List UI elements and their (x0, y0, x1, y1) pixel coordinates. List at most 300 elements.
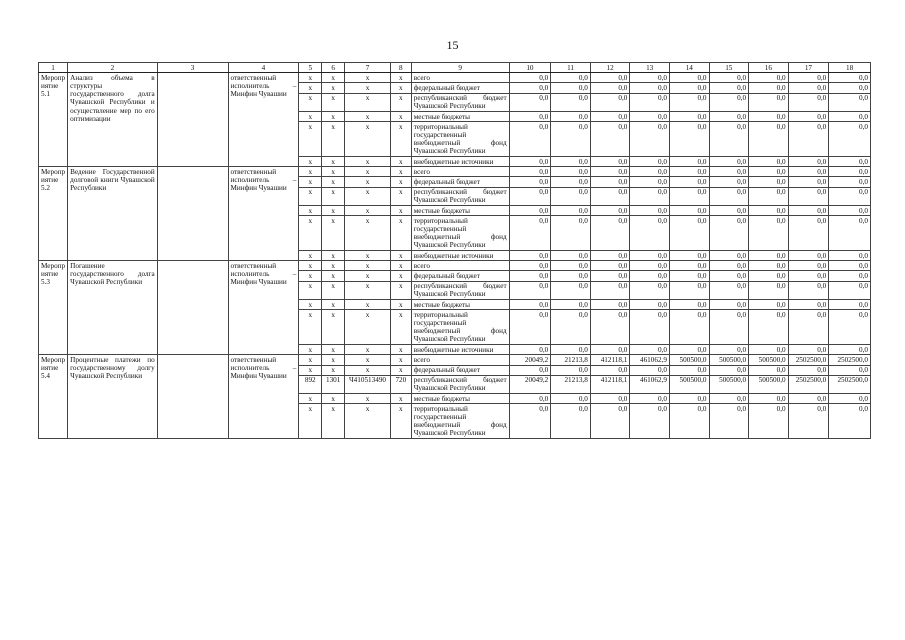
year-value: 0,0 (829, 206, 871, 216)
year-value: 0,0 (709, 281, 749, 299)
year-value: 0,0 (709, 251, 749, 261)
year-value: 0,0 (829, 310, 871, 345)
year-value: 0,0 (590, 73, 630, 83)
activity-title: Процентные платежи по государственному долгу Чувашской Республики (68, 355, 158, 439)
column-number-cell: 4 (228, 63, 299, 73)
code-expense-group: x (390, 167, 411, 177)
year-value: 0,0 (669, 177, 709, 187)
year-value: 0,0 (788, 281, 829, 299)
column-number-cell: 10 (509, 63, 551, 73)
year-value: 0,0 (551, 93, 591, 111)
year-value: 0,0 (669, 404, 709, 439)
column-number-cell: 9 (411, 63, 509, 73)
code-expense-group: x (390, 345, 411, 355)
code-grbs: x (299, 310, 322, 345)
year-value: 0,0 (829, 281, 871, 299)
column-number-cell: 1 (39, 63, 68, 73)
code-section: x (322, 206, 345, 216)
year-value: 0,0 (630, 261, 670, 271)
year-value: 0,0 (709, 187, 749, 205)
year-value: 0,0 (630, 271, 670, 281)
year-value: 0,0 (709, 157, 749, 167)
year-value: 0,0 (590, 365, 630, 375)
year-value: 0,0 (509, 310, 551, 345)
executor-cell: ответственный исполнитель – Минфин Чувашии (228, 355, 299, 439)
activity-title: Погашение государственного долга Чувашской Республики (68, 261, 158, 355)
code-section: x (322, 187, 345, 205)
year-value: 0,0 (669, 251, 709, 261)
year-value: 0,0 (749, 157, 789, 167)
code-expense-group: x (390, 157, 411, 167)
year-value: 0,0 (551, 310, 591, 345)
year-value: 0,0 (551, 187, 591, 205)
year-value: 0,0 (669, 394, 709, 404)
year-value: 412118,1 (590, 355, 630, 365)
year-value: 0,0 (709, 345, 749, 355)
code-target-article: x (345, 281, 391, 299)
code-grbs: x (299, 93, 322, 111)
year-value: 461062,9 (630, 375, 670, 393)
year-value: 0,0 (669, 345, 709, 355)
year-value: 0,0 (788, 261, 829, 271)
table-row (39, 167, 871, 177)
code-section: x (322, 83, 345, 93)
code-grbs: x (299, 355, 322, 365)
code-target-article: x (345, 261, 391, 271)
code-grbs: x (299, 112, 322, 122)
year-value: 0,0 (788, 93, 829, 111)
year-value: 0,0 (669, 187, 709, 205)
year-value: 0,0 (669, 216, 709, 251)
page-number: 15 (446, 38, 459, 52)
code-target-article: x (345, 404, 391, 439)
column-number-cell: 12 (590, 63, 630, 73)
year-value: 0,0 (509, 300, 551, 310)
year-value: 0,0 (829, 345, 871, 355)
year-value: 0,0 (509, 187, 551, 205)
funding-source: внебюджетные источники (411, 345, 509, 355)
year-value: 0,0 (669, 73, 709, 83)
activity-title: Ведение Государственной долговой книги Чувашской Республики (68, 167, 158, 261)
year-value: 0,0 (709, 83, 749, 93)
code-target-article: x (345, 216, 391, 251)
year-value: 0,0 (788, 310, 829, 345)
table-row (39, 261, 871, 271)
year-value: 0,0 (709, 271, 749, 281)
column-number-row (39, 63, 871, 73)
year-value: 20049,2 (509, 375, 551, 393)
code-section: x (322, 261, 345, 271)
year-value: 0,0 (551, 122, 591, 157)
year-value: 0,0 (551, 167, 591, 177)
code-grbs: x (299, 300, 322, 310)
code-section: x (322, 122, 345, 157)
code-section: x (322, 355, 345, 365)
year-value: 0,0 (749, 310, 789, 345)
year-value: 0,0 (630, 310, 670, 345)
year-value: 0,0 (551, 365, 591, 375)
code-section: x (322, 157, 345, 167)
year-value: 0,0 (788, 187, 829, 205)
code-expense-group: x (390, 122, 411, 157)
year-value: 0,0 (788, 157, 829, 167)
year-value: 0,0 (829, 167, 871, 177)
code-section: x (322, 394, 345, 404)
code-target-article: Ч410513490 (345, 375, 391, 393)
empty-cell (157, 355, 228, 439)
code-expense-group: x (390, 300, 411, 310)
funding-source: федеральный бюджет (411, 271, 509, 281)
year-value: 0,0 (788, 177, 829, 187)
funding-source: республиканский бюджет Чувашской Республики (411, 375, 509, 393)
year-value: 0,0 (630, 93, 670, 111)
code-expense-group: x (390, 187, 411, 205)
empty-cell (157, 167, 228, 261)
code-section: x (322, 281, 345, 299)
year-value: 0,0 (788, 251, 829, 261)
year-value: 0,0 (590, 122, 630, 157)
code-expense-group: x (390, 355, 411, 365)
year-value: 0,0 (509, 394, 551, 404)
code-target-article: x (345, 394, 391, 404)
year-value: 0,0 (630, 83, 670, 93)
funding-source: внебюджетные источники (411, 251, 509, 261)
table-row (39, 73, 871, 83)
code-target-article: x (345, 112, 391, 122)
year-value: 0,0 (630, 300, 670, 310)
year-value: 0,0 (749, 365, 789, 375)
code-section: x (322, 177, 345, 187)
year-value: 0,0 (630, 112, 670, 122)
code-section: x (322, 93, 345, 111)
year-value: 0,0 (669, 300, 709, 310)
year-value: 0,0 (669, 122, 709, 157)
funding-source: республиканский бюджет Чувашской Республики (411, 93, 509, 111)
funding-source: местные бюджеты (411, 394, 509, 404)
year-value: 0,0 (551, 73, 591, 83)
year-value: 500500,0 (669, 375, 709, 393)
year-value: 0,0 (749, 281, 789, 299)
year-value: 0,0 (669, 281, 709, 299)
year-value: 0,0 (709, 93, 749, 111)
year-value: 412118,1 (590, 375, 630, 393)
year-value: 0,0 (749, 345, 789, 355)
code-section: x (322, 271, 345, 281)
year-value: 0,0 (590, 345, 630, 355)
year-value: 0,0 (590, 93, 630, 111)
year-value: 0,0 (749, 206, 789, 216)
year-value: 0,0 (551, 157, 591, 167)
year-value: 0,0 (749, 112, 789, 122)
activity-number: Мероприятие 5.2 (39, 167, 68, 261)
column-number-cell: 11 (551, 63, 591, 73)
year-value: 0,0 (749, 251, 789, 261)
code-grbs: x (299, 177, 322, 187)
year-value: 0,0 (669, 365, 709, 375)
funding-source: внебюджетные источники (411, 157, 509, 167)
code-target-article: x (345, 345, 391, 355)
year-value: 0,0 (749, 394, 789, 404)
code-expense-group: x (390, 404, 411, 439)
code-section: x (322, 310, 345, 345)
code-expense-group: x (390, 177, 411, 187)
year-value: 500500,0 (709, 355, 749, 365)
year-value: 0,0 (630, 167, 670, 177)
code-expense-group: x (390, 261, 411, 271)
column-number-cell: 18 (829, 63, 871, 73)
year-value: 0,0 (788, 345, 829, 355)
year-value: 0,0 (829, 157, 871, 167)
year-value: 0,0 (590, 83, 630, 93)
year-value: 0,0 (630, 187, 670, 205)
year-value: 0,0 (749, 300, 789, 310)
year-value: 0,0 (590, 177, 630, 187)
code-grbs: x (299, 122, 322, 157)
year-value: 0,0 (590, 300, 630, 310)
year-value: 0,0 (551, 404, 591, 439)
year-value: 0,0 (829, 122, 871, 157)
code-expense-group: x (390, 206, 411, 216)
activity-title: Анализ объема в структуры государственного долга Чувашской Республики и осуществление мер по его оптимизации (68, 73, 158, 167)
code-target-article: x (345, 83, 391, 93)
funding-source: территориальный государственный внебюджетный фонд Чувашской Республики (411, 310, 509, 345)
code-expense-group: x (390, 73, 411, 83)
year-value: 0,0 (788, 122, 829, 157)
code-target-article: x (345, 271, 391, 281)
year-value: 0,0 (669, 93, 709, 111)
year-value: 0,0 (509, 93, 551, 111)
year-value: 0,0 (709, 167, 749, 177)
year-value: 0,0 (509, 404, 551, 439)
year-value: 0,0 (829, 216, 871, 251)
year-value: 0,0 (551, 206, 591, 216)
year-value: 0,0 (590, 281, 630, 299)
column-number-cell: 8 (390, 63, 411, 73)
year-value: 0,0 (829, 394, 871, 404)
code-expense-group: x (390, 112, 411, 122)
year-value: 0,0 (509, 122, 551, 157)
year-value: 0,0 (590, 187, 630, 205)
code-target-article: x (345, 300, 391, 310)
code-target-article: x (345, 157, 391, 167)
column-number-cell: 6 (322, 63, 345, 73)
year-value: 0,0 (709, 122, 749, 157)
code-section: x (322, 365, 345, 375)
program-table (38, 62, 871, 439)
code-grbs: x (299, 345, 322, 355)
year-value: 0,0 (709, 300, 749, 310)
year-value: 0,0 (709, 394, 749, 404)
funding-source: территориальный государственный внебюджетный фонд Чувашской Республики (411, 122, 509, 157)
year-value: 0,0 (749, 83, 789, 93)
code-target-article: x (345, 251, 391, 261)
executor-cell: ответственный исполнитель – Минфин Чувашии (228, 167, 299, 261)
year-value: 0,0 (630, 404, 670, 439)
code-grbs: x (299, 281, 322, 299)
year-value: 0,0 (630, 122, 670, 157)
year-value: 0,0 (630, 216, 670, 251)
code-target-article: x (345, 187, 391, 205)
year-value: 0,0 (590, 251, 630, 261)
year-value: 0,0 (630, 73, 670, 83)
code-expense-group: x (390, 365, 411, 375)
code-section: 1301 (322, 375, 345, 393)
funding-source: всего (411, 167, 509, 177)
year-value: 20049,2 (509, 355, 551, 365)
column-number-cell: 14 (669, 63, 709, 73)
year-value: 0,0 (788, 167, 829, 177)
year-value: 0,0 (788, 216, 829, 251)
code-target-article: x (345, 310, 391, 345)
year-value: 500500,0 (749, 375, 789, 393)
year-value: 0,0 (630, 177, 670, 187)
year-value: 0,0 (630, 345, 670, 355)
year-value: 2502500,0 (788, 355, 829, 365)
code-expense-group: x (390, 251, 411, 261)
code-target-article: x (345, 206, 391, 216)
year-value: 0,0 (551, 83, 591, 93)
year-value: 0,0 (590, 310, 630, 345)
year-value: 0,0 (590, 394, 630, 404)
code-grbs: x (299, 251, 322, 261)
code-grbs: x (299, 83, 322, 93)
year-value: 0,0 (749, 167, 789, 177)
funding-source: федеральный бюджет (411, 83, 509, 93)
year-value: 0,0 (788, 271, 829, 281)
year-value: 0,0 (829, 187, 871, 205)
year-value: 2502500,0 (829, 375, 871, 393)
year-value: 0,0 (709, 310, 749, 345)
code-target-article: x (345, 177, 391, 187)
year-value: 0,0 (551, 281, 591, 299)
code-target-article: x (345, 73, 391, 83)
executor-cell: ответственный исполнитель – Минфин Чувашии (228, 73, 299, 167)
funding-source: всего (411, 73, 509, 83)
year-value: 0,0 (590, 404, 630, 439)
column-number-cell: 17 (788, 63, 829, 73)
code-expense-group: x (390, 93, 411, 111)
year-value: 0,0 (590, 216, 630, 251)
year-value: 0,0 (509, 345, 551, 355)
code-grbs: x (299, 261, 322, 271)
year-value: 0,0 (590, 261, 630, 271)
code-expense-group: 720 (390, 375, 411, 393)
year-value: 0,0 (788, 394, 829, 404)
year-value: 0,0 (509, 112, 551, 122)
code-expense-group: x (390, 83, 411, 93)
code-section: x (322, 167, 345, 177)
year-value: 0,0 (788, 404, 829, 439)
code-section: x (322, 404, 345, 439)
code-target-article: x (345, 167, 391, 177)
year-value: 0,0 (709, 261, 749, 271)
year-value: 0,0 (829, 261, 871, 271)
year-value: 0,0 (630, 251, 670, 261)
year-value: 0,0 (590, 206, 630, 216)
year-value: 0,0 (551, 394, 591, 404)
year-value: 0,0 (709, 365, 749, 375)
year-value: 0,0 (669, 112, 709, 122)
year-value: 0,0 (630, 281, 670, 299)
table-row (39, 355, 871, 365)
year-value: 0,0 (630, 394, 670, 404)
year-value: 0,0 (509, 251, 551, 261)
code-grbs: x (299, 167, 322, 177)
code-target-article: x (345, 93, 391, 111)
funding-source: федеральный бюджет (411, 365, 509, 375)
year-value: 0,0 (829, 404, 871, 439)
code-section: x (322, 345, 345, 355)
code-grbs: x (299, 271, 322, 281)
year-value: 0,0 (788, 300, 829, 310)
column-number-cell: 13 (630, 63, 670, 73)
year-value: 0,0 (829, 365, 871, 375)
year-value: 0,0 (829, 73, 871, 83)
year-value: 0,0 (669, 261, 709, 271)
year-value: 500500,0 (709, 375, 749, 393)
executor-cell: ответственный исполнитель – Минфин Чувашии (228, 261, 299, 355)
year-value: 0,0 (630, 157, 670, 167)
year-value: 0,0 (509, 167, 551, 177)
code-grbs: x (299, 404, 322, 439)
year-value: 0,0 (709, 216, 749, 251)
code-expense-group: x (390, 310, 411, 345)
year-value: 0,0 (630, 365, 670, 375)
funding-source: республиканский бюджет Чувашской Республики (411, 281, 509, 299)
year-value: 21213,8 (551, 355, 591, 365)
code-expense-group: x (390, 394, 411, 404)
code-section: x (322, 251, 345, 261)
code-expense-group: x (390, 281, 411, 299)
code-section: x (322, 112, 345, 122)
funding-source: территориальный государственный внебюджетный фонд Чувашской Республики (411, 216, 509, 251)
year-value: 0,0 (749, 93, 789, 111)
year-value: 0,0 (509, 261, 551, 271)
funding-source: всего (411, 355, 509, 365)
year-value: 0,0 (749, 122, 789, 157)
code-target-article: x (345, 365, 391, 375)
funding-source: местные бюджеты (411, 206, 509, 216)
year-value: 461062,9 (630, 355, 670, 365)
funding-source: федеральный бюджет (411, 177, 509, 187)
year-value: 0,0 (749, 73, 789, 83)
year-value: 0,0 (829, 300, 871, 310)
year-value: 0,0 (509, 177, 551, 187)
year-value: 0,0 (551, 216, 591, 251)
code-section: x (322, 300, 345, 310)
code-expense-group: x (390, 216, 411, 251)
column-number-cell: 16 (749, 63, 789, 73)
funding-source: местные бюджеты (411, 300, 509, 310)
year-value: 0,0 (551, 251, 591, 261)
year-value: 0,0 (709, 73, 749, 83)
year-value: 0,0 (551, 271, 591, 281)
column-number-cell: 5 (299, 63, 322, 73)
year-value: 0,0 (551, 177, 591, 187)
year-value: 0,0 (509, 83, 551, 93)
year-value: 0,0 (669, 206, 709, 216)
code-grbs: x (299, 157, 322, 167)
year-value: 500500,0 (669, 355, 709, 365)
code-grbs: x (299, 206, 322, 216)
year-value: 0,0 (509, 206, 551, 216)
code-target-article: x (345, 122, 391, 157)
year-value: 0,0 (669, 310, 709, 345)
year-value: 0,0 (709, 206, 749, 216)
code-grbs: x (299, 187, 322, 205)
funding-source: местные бюджеты (411, 112, 509, 122)
code-grbs: x (299, 365, 322, 375)
